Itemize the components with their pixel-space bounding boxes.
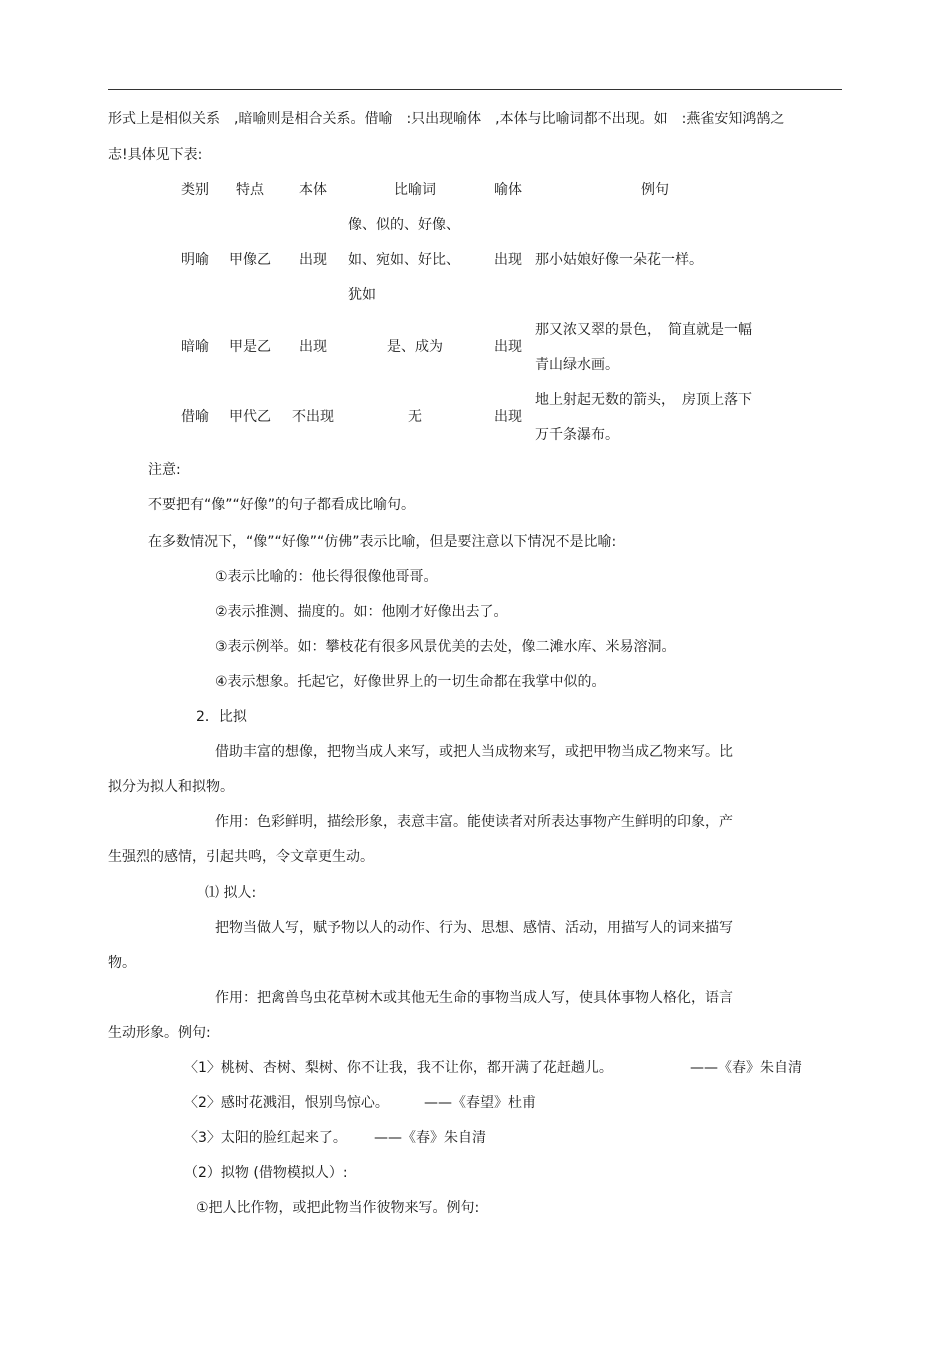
example-text: 〈2〉感时花溅泪，恨别鸟惊心。 (184, 1095, 389, 1111)
example-source: ——《春》朱自清 (374, 1130, 486, 1146)
cell-words-line: 像、似的、好像、 (348, 217, 460, 233)
body-text: 生动形象。例句: (108, 1025, 211, 1041)
body-text: 作用：色彩鲜明，描绘形象，表意丰富。能使读者对所表达事物产生鲜明的印象，产 (215, 814, 733, 830)
section-heading: 2．比拟 (196, 709, 247, 725)
body-text: ①把人比作物，或把此物当作彼物来写。例句: (196, 1200, 480, 1216)
example-source: ——《春望》杜甫 (424, 1095, 536, 1111)
note-item: ③表示例举。如：攀枝花有很多风景优美的去处，像二滩水库、米易溶洞。 (215, 639, 676, 655)
note-paragraph: 在多数情况下，“像”“好像”“仿佛”表示比喻，但是要注意以下情况不是比喻: (148, 534, 617, 550)
body-text: 生强烈的感情，引起共鸣，令文章更生动。 (108, 849, 374, 865)
cell-tenor: 出现 (299, 252, 327, 268)
cell-feature: 甲是乙 (229, 339, 271, 355)
cell-vehicle: 出现 (494, 339, 522, 355)
note-item: ②表示推测、揣度的。如：他刚才好像出去了。 (215, 604, 508, 620)
subsection-heading: ⑴ 拟人: (205, 885, 257, 901)
cell-words-line: 无 (408, 409, 422, 425)
intro-line-2: 志!具体见下表: (108, 147, 203, 163)
cell-vehicle: 出现 (494, 252, 522, 268)
table-header-category: 类别 (181, 182, 209, 198)
body-text: 拟分为拟人和拟物。 (108, 779, 234, 795)
example-source: ——《春》朱自清 (690, 1060, 802, 1076)
cell-vehicle: 出现 (494, 409, 522, 425)
body-text: 物。 (108, 955, 136, 971)
cell-words-line: 犹如 (348, 287, 376, 303)
cell-tenor: 不出现 (292, 409, 334, 425)
body-text: 把物当做人写，赋予物以人的动作、行为、思想、感情、活动，用描写人的词来描写 (215, 920, 733, 936)
table-header-vehicle: 喻体 (494, 182, 522, 198)
intro-line-1: 形式上是相似关系 ,暗喻则是相合关系。借喻 :只出现喻体 ,本体与比喻词都不出现。如 :燕雀安知鸿鹄之 (108, 111, 785, 127)
cell-example-line: 那小姑娘好像一朵花一样。 (535, 252, 703, 268)
note-item: ④表示想象。托起它，好像世界上的一切生命都在我掌中似的。 (215, 674, 606, 690)
header-rule (108, 89, 842, 90)
cell-example-line: 那又浓又翠的景色， 简直就是一幅 (535, 322, 752, 338)
note-paragraph: 不要把有“像”“好像”的句子都看成比喻句。 (148, 497, 416, 513)
cell-words-line: 如、宛如、好比、 (348, 252, 460, 268)
cell-example-line: 地上射起无数的箭头， 房顶上落下 (535, 392, 752, 408)
example-text: 〈1〉桃树、杏树、梨树、你不让我，我不让你，都开满了花赶趟儿。 (184, 1060, 613, 1076)
cell-example-line: 万千条瀑布。 (535, 427, 619, 443)
note-title: 注意: (148, 462, 181, 478)
cell-feature: 甲代乙 (229, 409, 271, 425)
table-header-example: 例句 (641, 182, 669, 198)
cell-feature: 甲像乙 (229, 252, 271, 268)
note-item: ①表示比喻的：他长得很像他哥哥。 (215, 569, 438, 585)
body-text: 作用：把禽兽鸟虫花草树木或其他无生命的事物当成人写，使具体事物人格化，语言 (215, 990, 733, 1006)
example-text: 〈3〉太阳的脸红起来了。 (184, 1130, 347, 1146)
cell-tenor: 出现 (299, 339, 327, 355)
cell-category: 暗喻 (181, 339, 209, 355)
table-header-tenor: 本体 (299, 182, 327, 198)
table-header-feature: 特点 (236, 182, 264, 198)
body-text: 借助丰富的想像，把物当成人来写，或把人当成物来写，或把甲物当成乙物来写。比 (215, 744, 733, 760)
cell-category: 借喻 (181, 409, 209, 425)
cell-words-line: 是、成为 (387, 339, 443, 355)
table-header-words: 比喻词 (394, 182, 436, 198)
cell-category: 明喻 (181, 252, 209, 268)
cell-example-line: 青山绿水画。 (535, 357, 619, 373)
subsection-heading: （2）拟物 (借物模拟人）: (184, 1165, 348, 1181)
